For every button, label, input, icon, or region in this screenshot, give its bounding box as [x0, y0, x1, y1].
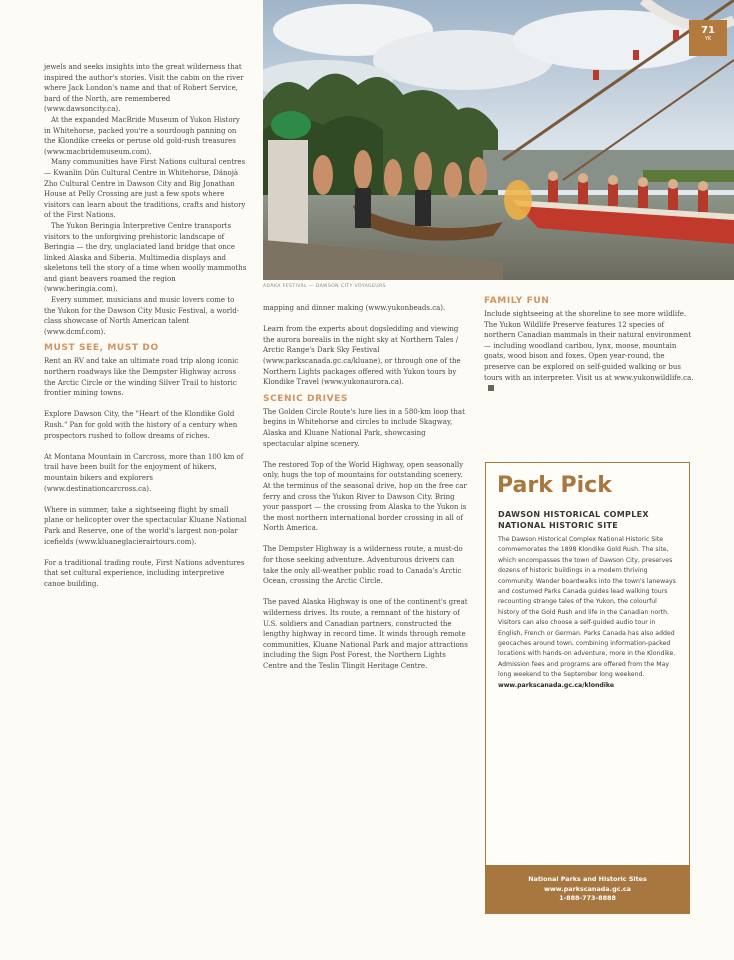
- paragraph: Every summer, musicians and music lovers come to the Yukon for the Dawson City Music Festival, a world-class showcase of North American talent (www.dcmf.com).: [44, 296, 240, 336]
- photo-caption: ADÄKA FESTIVAL — DAWSON CITY VOYAGEURS: [263, 284, 386, 289]
- hero-photo: [263, 0, 734, 280]
- page-number-badge: [689, 20, 727, 56]
- paragraph: Explore Dawson City, the "Heart of the Klondike Gold Rush." Pan for gold with the history of a century when prospectors rushed to follow dreams of riches.: [44, 410, 238, 440]
- paragraph: The restored Top of the World Highway, open seasonally only, hugs the top of mountains for outstanding scenery. At the terminus of the seasonal drive, hop on the free car ferry and cross the Yukon River to Dawson City. Bring your passport — the crossing from Alaska to the Yukon is the most northern international border crossing in all of North America.: [263, 460, 467, 533]
- paragraph: For a traditional trading route, First Nations adventures that set cultural experience, including interpretive canoe building.: [44, 558, 245, 588]
- paragraph: mapping and dinner making (www.yukonbeads.ca).: [263, 304, 446, 312]
- article-column-3: [484, 296, 694, 394]
- paragraph: At Montana Mountain in Carcross, more than 100 km of trail have been built for the enjoyment of hikers, mountain bikers and explorers (www.destinationcarcross.ca).: [44, 452, 244, 493]
- paragraph: At the expanded MacBride Museum of Yukon History in Whitehorse, packed you're a sourdough panning on the Klondike creeks or peruse old gold-rush treasures (www.macbridemuseum.com).: [44, 115, 240, 156]
- park-pick-body: [486, 531, 689, 691]
- park-pick-text: The Dawson Historical Complex National Historic Site commemorates the 1898 Klondike Gold Rush. The site, which encompasses the town of Dawson City, preserves dozens of historic buildings in a modern thriving community. Wander boardwalks into the town's laneways and costumed Parks Canada guides lead walking tours recounting strange tales of the Yukon, the colourful history of the Gold Rush and life in the Canadian north. Visitors can also choose a self-guided audio tour in English, French or German. Parks Canada has also added geocaches around town, combining information-packed locations with hands-on adventure, more in the Klondike. Admission fees and programs are offered from the May long weekend to the September long weekend.: [498, 536, 676, 679]
- end-of-article-icon: [488, 385, 494, 391]
- footer-website[interactable]: www.parkscanada.gc.ca: [544, 884, 631, 893]
- article-column-1: [44, 62, 247, 590]
- section-tag: YK: [704, 36, 712, 42]
- paragraph: Where in summer, take a sightseeing flight by small plane or helicopter over the spectacular Kluane National Park and Reserve, one of the world's largest non-polar icefields (www.kluaneglacierairtours.com).: [44, 505, 247, 546]
- section-heading-family-fun: FAMILY FUN: [484, 296, 550, 306]
- paragraph: [484, 309, 694, 394]
- section-heading-must-see: MUST SEE, MUST DO: [44, 343, 159, 354]
- footer-line-1: National Parks and Historic Sites: [528, 875, 647, 883]
- paragraph: Learn from the experts about dogsledding and viewing the aurora borealis in the night sky at Northern Tales / Arctic Range's Dark Sky Festival (www.parkscanada.gc.ca/kluane), or through one of the Northern Lights packages offered with Yukon tours by Klondike Travel (www.yukonaurora.ca).: [263, 325, 461, 387]
- paragraph: Rent an RV and take an ultimate road trip along iconic northern roadways like the Dempster Highway across the Arctic Circle or the winding Silver Trail to historic frontier mining towns.: [44, 357, 239, 398]
- family-fun-text: Include sightseeing at the shoreline to see more wildlife. The Yukon Wildlife Preserve features 12 species of northern Canadian mammals in their natural environment — including woodland caribou, lynx, moose, mountain goats, wood bison and foxes. Open year-round, the preserve can be explored on self-guided walking or bus tours with an interpreter. Visit us at www.yukonwildlife.ca.: [484, 310, 694, 382]
- paragraph: The Golden Circle Route's lure lies in a 580-km loop that begins in Whitehorse and circles to include Skagway, Alaska and Kluane National Park, showcasing spectacular alpine scenery.: [263, 407, 465, 448]
- footer-phone: 1-888-773-8888: [559, 894, 616, 902]
- park-pick-sidebar: [485, 462, 690, 914]
- park-pick-title: Park Pick: [497, 473, 612, 498]
- article-column-2: [263, 303, 469, 672]
- canoe-launch-image: [263, 0, 734, 280]
- paragraph: The Dempster Highway is a wilderness route, a must-do for those seeking adventure. Adventurous drivers can take the only all-weather public road to Canada's Arctic Ocean, crossing the Arctic Circle.: [263, 545, 463, 586]
- park-pick-link[interactable]: www.parkscanada.gc.ca/klondike: [498, 681, 615, 689]
- park-pick-footer: [486, 865, 689, 913]
- park-pick-subtitle: DAWSON HISTORICAL COMPLEX NATIONAL HISTORIC SITE: [498, 510, 649, 530]
- paragraph: Many communities have First Nations cultural centres — Kwanlin Dün Cultural Centre in Whitehorse, Dänojà Zho Cultural Centre in Dawson City and Big Jonathan House at Pelly Crossing are just a few spots where visitors can learn about the traditions, crafts and history of the First Nations.: [44, 158, 246, 220]
- page-number: 71: [701, 25, 715, 36]
- paragraph: The Yukon Beringia Interpretive Centre transports visitors to the unforgiving prehistoric landscape of Beringia — the dry, unglaciated land bridge that once linked Alaska and Siberia. Multimedia displays and skeletons tell the story of a time when woolly mammoths and giant beavers roamed the region (www.beringia.com).: [44, 221, 247, 294]
- section-heading-scenic-drives: SCENIC DRIVES: [263, 393, 348, 404]
- paragraph: jewels and seeks insights into the great wilderness that inspired the author's stories. Visit the cabin on the river where Jack London's name and that of Robert Service, bard of the North, are remembered (www.dawsoncity.ca).: [44, 63, 244, 114]
- paragraph: The paved Alaska Highway is one of the continent's great wilderness drives. Its route, a remnant of the history of U.S. soldiers and Canadian partners, constructed the lengthy highway in record time. It winds through remote communities, Kluane National Park and major attractions including the Sign Post Forest, the Northern Lights Centre and the Teslin Tlingit Heritage Centre.: [263, 598, 468, 670]
